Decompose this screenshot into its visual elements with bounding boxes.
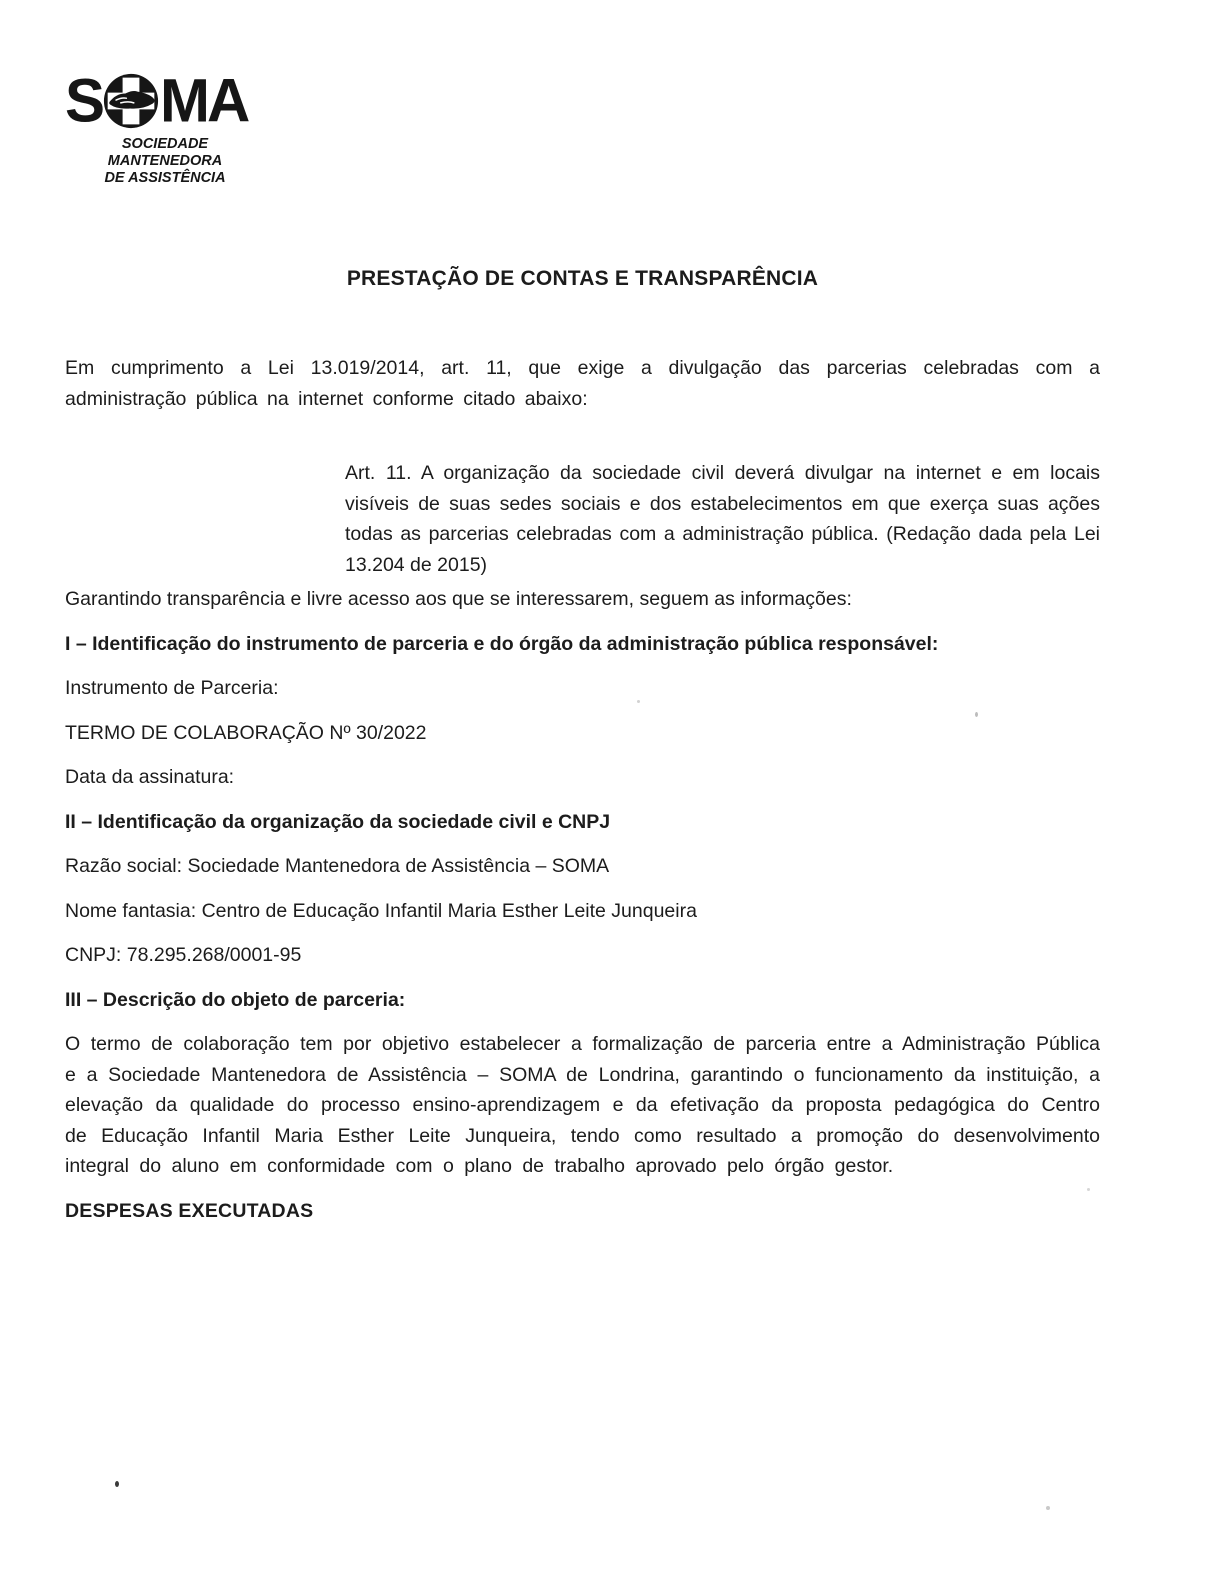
signature-date-label: Data da assinatura:	[65, 766, 235, 788]
transparency-note: Garantindo transparência e livre acesso aos que se interessarem, seguem as informações:	[65, 588, 852, 610]
soma-logo-letters-ma: MA	[160, 66, 248, 135]
scan-speck	[1046, 1506, 1050, 1510]
soma-logo-subtitle-line2: DE ASSISTÊNCIA	[104, 170, 226, 186]
scan-speck	[975, 712, 978, 717]
document-title: PRESTAÇÃO DE CONTAS E TRANSPARÊNCIA	[346, 267, 819, 290]
section-3-heading: III – Descrição do objeto de parceria:	[65, 988, 406, 1011]
circle-cross-hand-icon	[103, 73, 159, 129]
soma-logo-subtitle	[65, 136, 265, 187]
soma-logo	[65, 66, 295, 187]
expenses-heading: DESPESAS EXECUTADAS	[65, 1199, 314, 1222]
instrument-value: TERMO DE COLABORAÇÃO Nº 30/2022	[65, 721, 427, 744]
razao-social: Razão social: Sociedade Mantenedora de Assistência – SOMA	[65, 855, 610, 877]
cnpj: CNPJ: 78.295.268/0001-95	[65, 944, 302, 966]
section-2-heading: II – Identificação da organização da sociedade civil e CNPJ	[65, 810, 611, 833]
soma-logo-letter-s: S	[65, 66, 103, 135]
instrument-label: Instrumento de Parceria:	[65, 677, 279, 699]
law-quote: Art. 11. A organização da sociedade civil deverá divulgar na internet e em locais visíveis de suas sedes sociais e dos estabelecimentos em que exerça suas ações todas as parcerias celebradas com a administração pública. (Redação dada pela Lei 13.204 de 2015)	[345, 462, 1100, 576]
scan-speck	[115, 1481, 119, 1487]
section-3-body: O termo de colaboração tem por objetivo estabelecer a formalização de parceria entre a Administração Pública e a Sociedade Mantenedora de Assistência – SOMA de Londrina, garantindo o funcionamento da instituição, a elevação da qualidade do processo ensino-aprendizagem e da efetivação da proposta pedagógica do Centro de Educação Infantil Maria Esther Leite Junqueira, tendo como resultado a promoção do desenvolvimento integral do aluno em conformidade com o plano de trabalho aprovado pelo órgão gestor.	[65, 1033, 1100, 1177]
intro-paragraph: Em cumprimento a Lei 13.019/2014, art. 11, que exige a divulgação das parcerias celebradas com a administração pública na internet conforme citado abaixo:	[65, 357, 1100, 410]
soma-logo-subtitle-line1: SOCIEDADE MANTENEDORA	[107, 136, 223, 169]
soma-logo-wordmark	[65, 66, 295, 135]
section-1-heading: I – Identificação do instrumento de parceria e do órgão da administração pública responsável:	[65, 632, 939, 655]
scan-speck	[1087, 1188, 1090, 1191]
document-body	[65, 353, 1100, 1226]
scan-speck	[637, 700, 640, 703]
nome-fantasia: Nome fantasia: Centro de Educação Infantil Maria Esther Leite Junqueira	[65, 899, 697, 922]
